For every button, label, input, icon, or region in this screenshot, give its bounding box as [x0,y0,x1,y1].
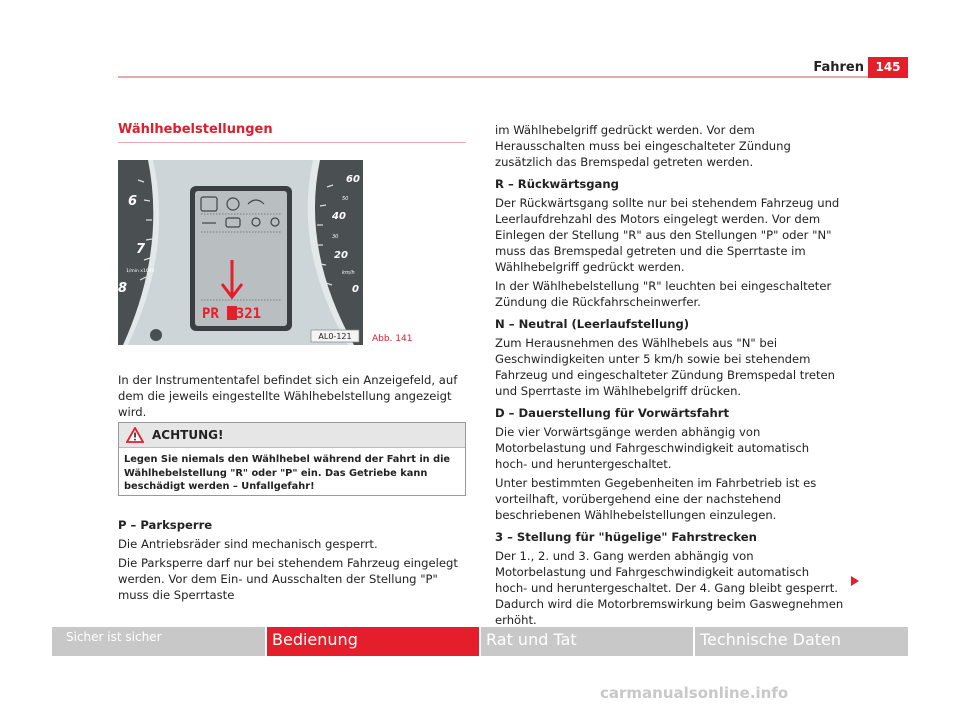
gear-letter: 3 [235,306,245,322]
warning-header [119,423,465,448]
instrument-cluster-illustration [118,160,363,345]
neutral-title: N – Neutral (Leerlaufstellung) [495,317,690,331]
continuation-paragraph: im Wählhebelgriff gedrückt werden. Vor dem Herausschalten muss bei eingeschalteter Zündung zusätzlich das Bremspedal getreten werden. [495,123,791,169]
instrument-cluster-figure [118,160,363,345]
header-rule [118,76,908,78]
speedo-small-number: 50 [342,196,349,202]
drive-paragraph-2: Unter bestimmten Gegebenheiten im Fahrbetrieb ist es vorteilhaft, vorübergehend eine der nachstehend beschriebenen Wählhebelstellungen einzulegen. [495,476,817,522]
tacho-number: 7 [136,242,146,257]
drive-title: D – Dauerstellung für Vorwärtsfahrt [495,406,730,420]
warning-title: ACHTUNG! [152,428,224,442]
speedo-number: 20 [334,250,348,261]
footer-tab-sicher[interactable]: Sicher ist sicher [52,627,265,656]
intro-paragraph: In der Instrumententafel befindet sich ein Anzeigefeld, auf dem die jeweils eingestellte Wählhebelstellung angezeigt wird. [118,373,458,419]
figure-ref-code: AL0-121 [318,332,352,341]
reverse-paragraph-1: Der Rückwärtsgang sollte nur bei stehendem Fahrzeug und Leerlaufdrehzahl des Motors eingelegt werden. Vor dem Einlegen der Stellung "R" aus den Stellungen "P" oder "N" muss das Bremspedal getreten und die Sperrtaste im Wählhebelgriff gedrückt werden. [495,196,840,274]
speedo-number: 60 [346,174,360,185]
gear-letter: 2 [244,306,253,322]
gear-letter: 1 [252,306,262,322]
right-column [495,122,845,628]
parksperre-paragraph-2: Die Parksperre darf nur bei stehendem Fahrzeug eingelegt werden. Vor dem Ein- und Ausschalten der Stellung "P" muss die Sperrtaste [118,556,458,602]
parksperre-paragraph-1: Die Antriebsräder sind mechanisch gesperrt. [118,537,378,551]
section-title: Wählhebelstellungen [118,122,466,143]
tacho-unit: 1/min x1000 [126,269,155,274]
warning-box [118,422,466,496]
footer-tab-technische-daten[interactable]: Technische Daten [695,627,908,656]
figure-label: Abb. 141 [372,334,413,344]
page-number: 145 [868,57,908,78]
reverse-paragraph-2: In der Wählhebelstellung "R" leuchten bei eingeschalteter Zündung die Rückfahrscheinwerfer. [495,279,832,309]
hill-title: 3 – Stellung für "hügelige" Fahrstrecken [495,530,757,544]
warning-triangle-icon [126,427,144,443]
footer-navigation [0,627,960,656]
gear-display [202,306,261,322]
speedo-unit: km/h [342,270,355,276]
gear-letter: P [202,306,211,322]
hill-paragraph: Der 1., 2. und 3. Gang werden abhängig von Motorbelastung und Fahrgeschwindigkeit automatisch hoch- und heruntergeschaltet. Der 4. Gang bleibt gesperrt. Dadurch wird die Motorbremswirkung beim Gaswegnehmen erhöht. [495,549,844,627]
footer-tab-rat-und-tat[interactable]: Rat und Tat [481,627,693,656]
gear-letter: R [210,306,219,322]
section-header [118,122,466,143]
tacho-number: 8 [118,281,128,296]
gear-letter: N [218,306,228,322]
parksperre-section [118,517,466,603]
reverse-title: R – Rückwärtsgang [495,177,619,191]
drive-paragraph-1: Die vier Vorwärtsgänge werden abhängig von Motorbelastung und Fahrgeschwindigkeit automatisch hoch- und heruntergeschaltet. [495,425,810,471]
speedo-number: 0 [352,284,359,295]
tacho-number: 6 [128,194,138,209]
gear-letter: D [227,306,236,322]
parksperre-title: P – Parksperre [118,518,213,532]
speedo-small-number: 30 [332,234,339,240]
chapter-title: Fahren [813,60,864,75]
footer-tab-bedienung[interactable]: Bedienung [267,627,479,656]
neutral-paragraph: Zum Herausnehmen des Wählhebels aus "N" bei Geschwindigkeiten unter 5 km/h sowie bei stehendem Fahrzeug und eingeschalteter Zündung Bremspedal treten und Sperrtaste im Wählhebelgriff drücken. [495,336,836,398]
warning-text: Legen Sie niemals den Wählhebel während der Fahrt in die Wählhebelstellung "R" oder "P" ein. Das Getriebe kann beschädigt werden – Unfallgefahr! [124,454,451,492]
watermark: carmanualsonline.info [600,684,789,702]
speedo-number: 40 [332,211,346,222]
next-page-arrow-icon[interactable] [851,576,859,586]
